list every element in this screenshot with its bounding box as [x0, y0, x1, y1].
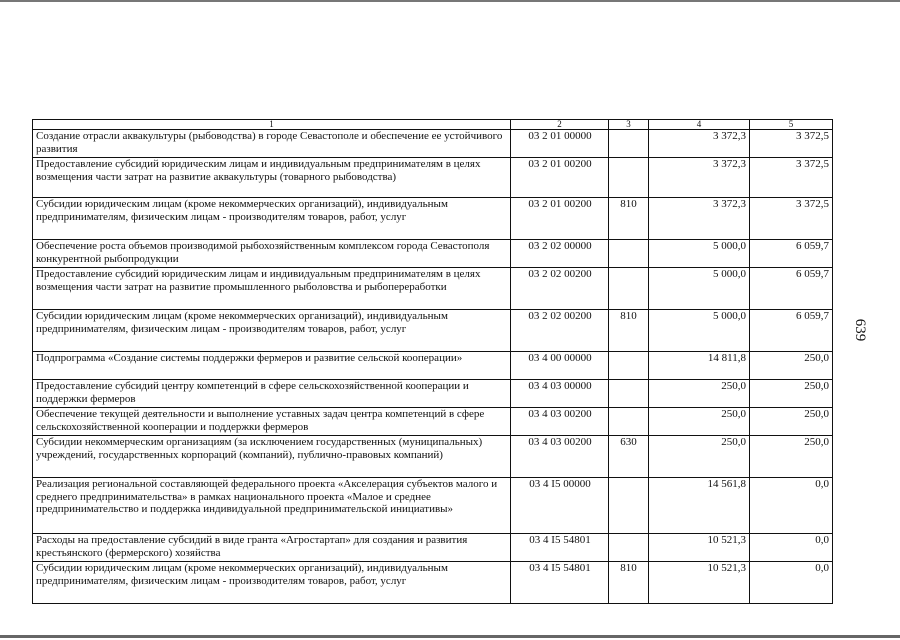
- table-row: [33, 240, 833, 268]
- row-expense-type-cell: [609, 408, 649, 436]
- row-amount-1-cell: 10 521,3: [649, 534, 750, 562]
- row-name-cell: Предоставление субсидий юридическим лицам и индивидуальным предпринимателям в целях возмещения части затрат на развитие аквакультуры (товарного рыбоводства): [33, 158, 511, 198]
- row-amount-1-cell: 14 811,8: [649, 352, 750, 380]
- row-amount-1-cell: 5 000,0: [649, 310, 750, 352]
- column-number-1: 1: [33, 120, 511, 130]
- row-amount-1-cell: 3 372,3: [649, 158, 750, 198]
- row-name-cell: Обеспечение роста объемов производимой рыбохозяйственным комплексом города Севастополя конкурентной рыбопродукции: [33, 240, 511, 268]
- row-amount-1-cell: 5 000,0: [649, 240, 750, 268]
- table-row: [33, 408, 833, 436]
- row-expense-type-cell: [609, 268, 649, 310]
- row-expense-type-cell: [609, 478, 649, 534]
- row-expense-type-cell: [609, 158, 649, 198]
- header-row: [33, 120, 833, 130]
- row-name-cell: Субсидии юридическим лицам (кроме некоммерческих организаций), индивидуальным предпринимателям, физическим лицам - производителям товаров, работ, услуг: [33, 562, 511, 604]
- row-code-cell: 03 4 I5 54801: [511, 534, 609, 562]
- row-amount-1-cell: 14 561,8: [649, 478, 750, 534]
- table-row: [33, 380, 833, 408]
- row-name-cell: Субсидии некоммерческим организациям (за исключением государственных (муниципальных) учреждений, государственных корпораций (компаний), публично-правовых компаний): [33, 436, 511, 478]
- row-amount-1-cell: 10 521,3: [649, 562, 750, 604]
- row-code-cell: 03 4 03 00000: [511, 380, 609, 408]
- column-number-3: 3: [609, 120, 649, 130]
- scan-edge-bottom: [0, 635, 900, 638]
- row-expense-type-cell: [609, 534, 649, 562]
- table-row: [33, 534, 833, 562]
- row-expense-type-cell: 810: [609, 562, 649, 604]
- row-amount-2-cell: 250,0: [750, 436, 833, 478]
- table-row: [33, 198, 833, 240]
- table-row: [33, 478, 833, 534]
- row-name-cell: Обеспечение текущей деятельности и выполнение уставных задач центра компетенций в сфере сельскохозяйственной кооперации и поддержки фермеров: [33, 408, 511, 436]
- row-expense-type-cell: [609, 352, 649, 380]
- table-row: [33, 158, 833, 198]
- row-name-cell: Субсидии юридическим лицам (кроме некоммерческих организаций), индивидуальным предпринимателям, физическим лицам - производителям товаров, работ, услуг: [33, 198, 511, 240]
- row-code-cell: 03 2 02 00200: [511, 310, 609, 352]
- row-expense-type-cell: 630: [609, 436, 649, 478]
- row-amount-1-cell: 5 000,0: [649, 268, 750, 310]
- table-row: [33, 352, 833, 380]
- row-name-cell: Субсидии юридическим лицам (кроме некоммерческих организаций), индивидуальным предпринимателям, физическим лицам - производителям товаров, работ, услуг: [33, 310, 511, 352]
- row-code-cell: 03 4 03 00200: [511, 436, 609, 478]
- row-expense-type-cell: [609, 380, 649, 408]
- row-expense-type-cell: [609, 240, 649, 268]
- row-amount-2-cell: 6 059,7: [750, 268, 833, 310]
- row-amount-2-cell: 6 059,7: [750, 310, 833, 352]
- row-amount-2-cell: 250,0: [750, 352, 833, 380]
- row-amount-1-cell: 250,0: [649, 408, 750, 436]
- row-amount-1-cell: 3 372,3: [649, 130, 750, 158]
- column-number-4: 4: [649, 120, 750, 130]
- row-code-cell: 03 2 02 00200: [511, 268, 609, 310]
- row-amount-2-cell: 3 372,5: [750, 198, 833, 240]
- page-number: 639: [852, 318, 868, 342]
- row-amount-2-cell: 3 372,5: [750, 158, 833, 198]
- row-code-cell: 03 2 01 00200: [511, 158, 609, 198]
- row-amount-1-cell: 3 372,3: [649, 198, 750, 240]
- row-name-cell: Предоставление субсидий юридическим лицам и индивидуальным предпринимателям в целях возмещения части затрат на развитие промышленного рыболовства и рыбопереработки: [33, 268, 511, 310]
- column-number-5: 5: [750, 120, 833, 130]
- table-row: [33, 436, 833, 478]
- row-amount-2-cell: 250,0: [750, 380, 833, 408]
- row-name-cell: Расходы на предоставление субсидий в виде гранта «Агростартап» для создания и развития крестьянского (фермерского) хозяйства: [33, 534, 511, 562]
- row-name-cell: Реализация региональной составляющей федерального проекта «Акселерация субъектов малого и среднего предпринимательства» в рамках национального проекта «Малое и среднее предпринимательство и поддержка индивидуальной предпринимательской инициативы»: [33, 478, 511, 534]
- row-code-cell: 03 4 I5 00000: [511, 478, 609, 534]
- row-code-cell: 03 2 02 00000: [511, 240, 609, 268]
- row-amount-2-cell: 0,0: [750, 534, 833, 562]
- row-expense-type-cell: [609, 130, 649, 158]
- row-amount-1-cell: 250,0: [649, 436, 750, 478]
- row-amount-2-cell: 6 059,7: [750, 240, 833, 268]
- row-amount-2-cell: 3 372,5: [750, 130, 833, 158]
- table-row: [33, 130, 833, 158]
- budget-table: [32, 119, 833, 604]
- row-amount-2-cell: 250,0: [750, 408, 833, 436]
- row-expense-type-cell: 810: [609, 310, 649, 352]
- row-expense-type-cell: 810: [609, 198, 649, 240]
- row-amount-2-cell: 0,0: [750, 478, 833, 534]
- row-name-cell: Создание отрасли аквакультуры (рыбоводства) в городе Севастополе и обеспечение ее устойчивого развития: [33, 130, 511, 158]
- row-code-cell: 03 4 00 00000: [511, 352, 609, 380]
- table-row: [33, 268, 833, 310]
- scan-edge-top: [0, 0, 900, 2]
- row-code-cell: 03 2 01 00000: [511, 130, 609, 158]
- row-name-cell: Подпрограмма «Создание системы поддержки фермеров и развитие сельской кооперации»: [33, 352, 511, 380]
- row-code-cell: 03 4 I5 54801: [511, 562, 609, 604]
- row-code-cell: 03 2 01 00200: [511, 198, 609, 240]
- table-row: [33, 310, 833, 352]
- row-amount-2-cell: 0,0: [750, 562, 833, 604]
- row-name-cell: Предоставление субсидий центру компетенций в сфере сельскохозяйственной кооперации и поддержки фермеров: [33, 380, 511, 408]
- table-row: [33, 562, 833, 604]
- table-body: [33, 120, 833, 604]
- row-amount-1-cell: 250,0: [649, 380, 750, 408]
- row-code-cell: 03 4 03 00200: [511, 408, 609, 436]
- column-number-2: 2: [511, 120, 609, 130]
